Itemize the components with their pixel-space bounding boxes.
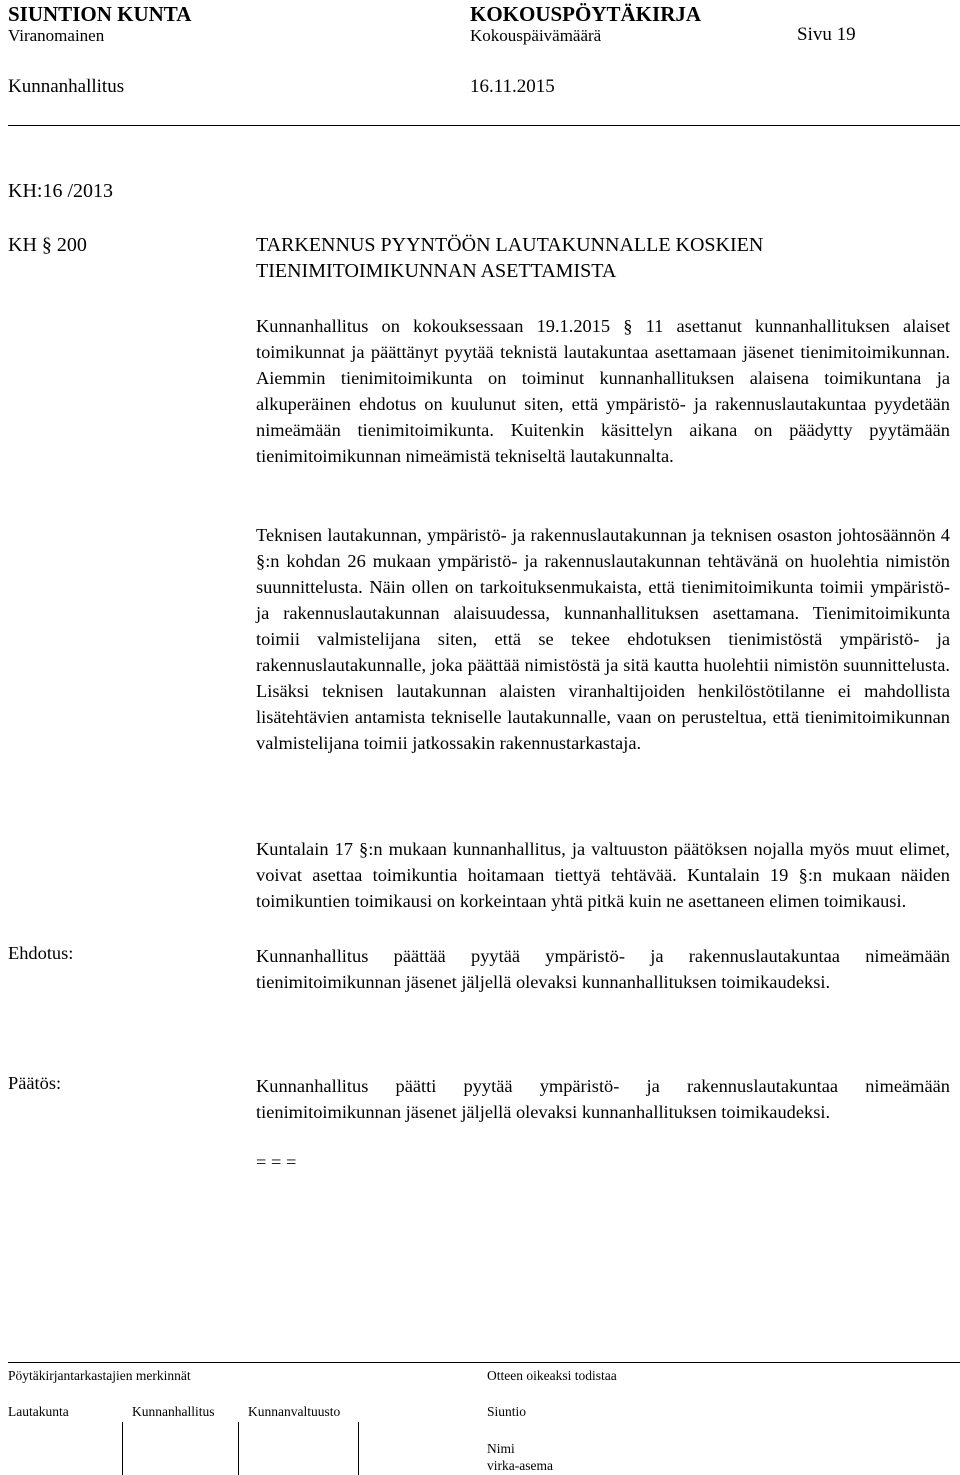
footer-separator-3: [358, 1422, 359, 1475]
proposal-text: Kunnanhallitus päättää pyytää ympäristö- ja rakennuslautakuntaa nimeämään tienimitoimikunnan jäsenet jäljellä olevaksi kunnanhallituksen toimikaudeksi.: [256, 946, 950, 992]
footer-position-label: virka-asema: [487, 1458, 553, 1473]
footer-separator-2: [238, 1422, 239, 1475]
footer-column-board: Lautakunta: [8, 1404, 69, 1419]
page-number: Sivu 19: [797, 24, 856, 45]
footer-column-executive: Kunnanhallitus: [132, 1404, 215, 1419]
reviewers-label: Pöytäkirjantarkastajien merkinnät: [8, 1368, 191, 1383]
meeting-date: 16.11.2015: [470, 76, 555, 97]
certified-label: Otteen oikeaksi todistaa: [487, 1368, 617, 1383]
decision-label: Päätös:: [8, 1073, 62, 1093]
footer-name-label: Nimi: [487, 1441, 515, 1456]
proposal-label: Ehdotus:: [8, 943, 74, 963]
section-number: KH § 200: [8, 234, 87, 256]
authority-name: Kunnanhallitus: [8, 76, 125, 97]
case-title-line-1: TARKENNUS PYYNTÖÖN LAUTAKUNNALLE KOSKIEN: [256, 234, 764, 256]
paragraph-background: Kunnanhallitus on kokouksessaan 19.1.2015 § 11 asettanut kunnanhallituksen alaiset toimikunnat ja päättänyt pyytää teknistä lautakuntaa asettamaan jäsenet tienimitoimikunnan. Aiemmin tienimitoimikunta on toiminut kunnanhallituksen alaisena toimikuntana ja alkuperäinen ehdotus on kuulunut siten, että ympäristö- ja rakennuslautakuntaa pyydetään nimeämään tienimitoimikunta. Kuitenkin käsittelyn aikana on päädytty pyytämään tienimitoimikunnan nimeämistä tekniseltä lautakunnalta.: [256, 316, 950, 466]
end-mark: = = =: [256, 1152, 297, 1172]
paragraph-legal-basis: Kuntalain 17 §:n mukaan kunnanhallitus, ja valtuuston päätöksen nojalla myös muut elimet, voivat asettaa toimikuntia hoitamaan tiettyä tehtävää. Kuntalain 19 §:n mukaan näiden toimikuntien toimikausi on korkeintaan yhtä pitkä kuin ne asettaneen elimen toimikausi.: [256, 839, 950, 911]
footer-place: Siuntio: [487, 1404, 527, 1419]
footer-divider: [8, 1362, 960, 1363]
header-divider: [8, 125, 960, 126]
footer-separator-1: [122, 1422, 123, 1475]
case-title-line-2: TIENIMITOIMIKUNNAN ASETTAMISTA: [256, 260, 617, 282]
authority-label: Viranomainen: [8, 26, 105, 45]
paragraph-reasoning: Teknisen lautakunnan, ympäristö- ja rakennuslautakunnan ja teknisen osaston johtosäännön 4 §:n kohdan 26 mukaan ympäristö- ja rakennuslautakunnan tehtävänä on huolehtia nimistön suunnittelusta. Näin ollen on tarkoituksenmukaista, että tienimitoimikunta toimii ympäristö- ja rakennuslautakunnan alaisuudessa, kunnanhallituksen asettamana. Tienimitoimikunta toimii valmistelijana siten, että se tekee ehdotuksen tienimistöstä ympäristö- ja rakennuslautakunnalle, joka päättää nimistöstä ja sitä kautta huolehtii nimistön suunnittelusta. Lisäksi teknisen lautakunnan alaisten viranhaltijoiden henkilöstötilanne ei mahdollista lisätehtävien antamista tekniselle lautakunnalle, vaan on perusteltua, että tienimitoimikunnan valmistelijana toimii jatkossakin rakennustarkastaja.: [256, 525, 950, 753]
case-reference: KH:16 /2013: [8, 180, 113, 202]
meeting-date-label: Kokouspäivämäärä: [470, 26, 602, 45]
document-type: KOKOUSPÖYTÄKIRJA: [470, 2, 702, 26]
organization-name: SIUNTION KUNTA: [8, 2, 192, 26]
decision-text: Kunnanhallitus päätti pyytää ympäristö- ja rakennuslautakuntaa nimeämään tienimitoimikunnan jäsenet jäljellä olevaksi kunnanhallituksen toimikaudeksi.: [256, 1076, 950, 1122]
footer-column-council: Kunnanvaltuusto: [248, 1404, 341, 1419]
